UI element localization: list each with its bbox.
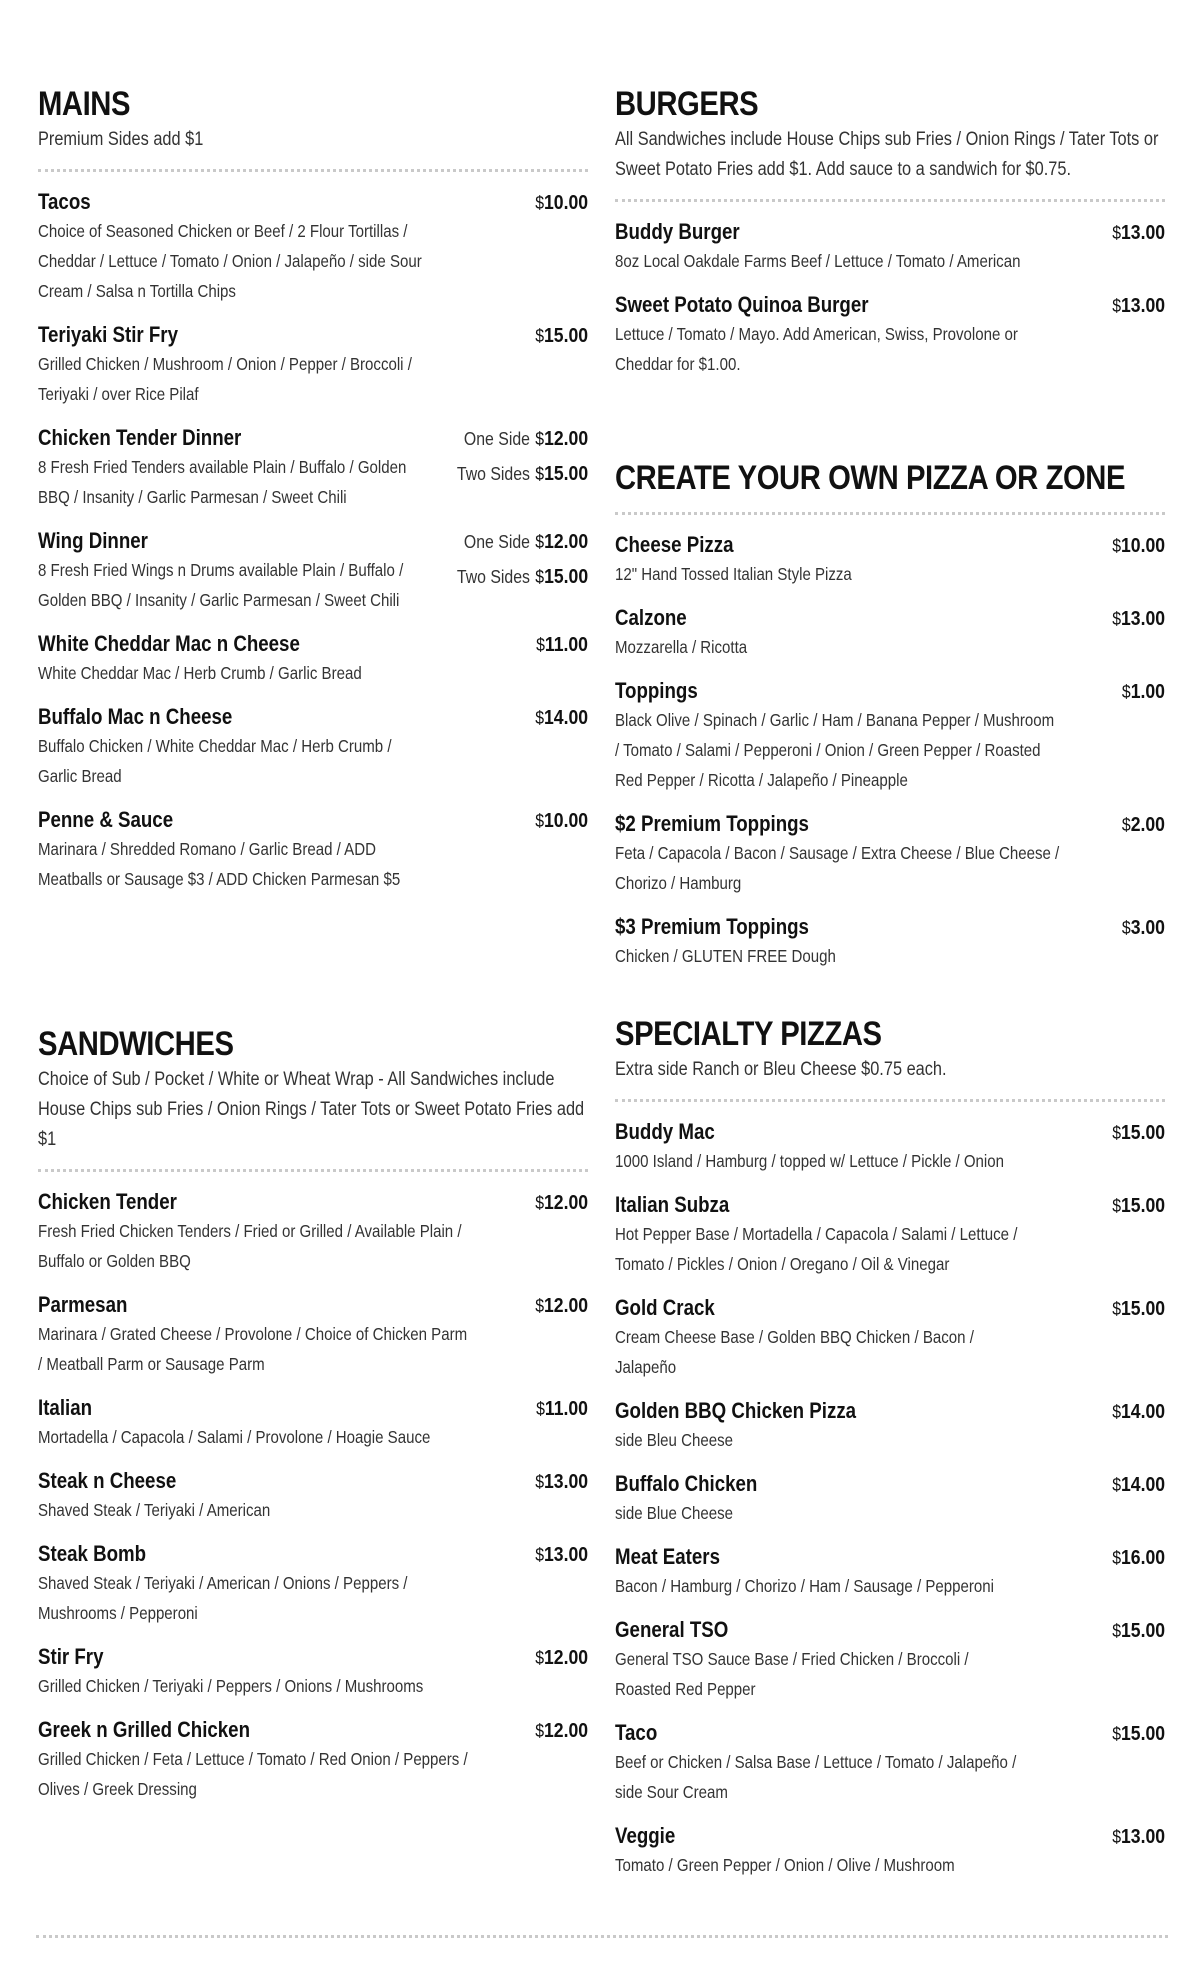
price-line — [1112, 1719, 1165, 1751]
price-line — [457, 527, 588, 559]
menu-item-name: Buddy Burger — [615, 219, 740, 244]
menu-item-prices — [1105, 604, 1165, 636]
menu-item-prices — [1116, 810, 1165, 842]
menu-item-description: 8oz Local Oakdale Farms Beef / Lettuce / Tomato / American — [615, 251, 1021, 271]
menu-item-name: Calzone — [615, 605, 687, 630]
price-value: 16.00 — [1120, 1547, 1165, 1569]
menu-item-header — [38, 1394, 588, 1424]
price-line — [535, 1467, 588, 1499]
price-value: 12.00 — [543, 1192, 588, 1214]
price-value: 12.00 — [543, 428, 588, 450]
menu-item-prices — [1105, 1616, 1165, 1648]
menu-item — [615, 531, 1165, 589]
menu-item-prices — [528, 1716, 588, 1748]
menu-item-name: Chicken Tender Dinner — [38, 425, 242, 450]
currency-symbol: $ — [535, 1472, 544, 1492]
price-line — [1112, 1294, 1165, 1326]
currency-symbol: $ — [1112, 1621, 1121, 1641]
price-value: 12.00 — [543, 1720, 588, 1742]
currency-symbol: $ — [535, 1296, 544, 1316]
price-line — [1112, 291, 1165, 323]
menu-item — [38, 1540, 588, 1628]
section-title: MAINS — [38, 85, 131, 123]
currency-symbol: $ — [535, 1545, 544, 1565]
price-value: 14.00 — [543, 707, 588, 729]
price-line — [457, 559, 588, 597]
price-value: 13.00 — [543, 1544, 588, 1566]
menu-item — [615, 1470, 1165, 1528]
menu-item-name: Buffalo Mac n Cheese — [38, 704, 233, 729]
price-line — [457, 424, 588, 456]
menu-item — [615, 1294, 1165, 1382]
price-tier-label: Two Sides — [456, 464, 530, 484]
menu-item-name: Italian Subza — [615, 1192, 730, 1217]
menu-item-description: 8 Fresh Fried Tenders available Plain / Buffalo / Golden BBQ / Insanity / Garlic Parmesan / Sweet Chili — [38, 457, 407, 507]
dotted-divider — [38, 1169, 588, 1172]
menu-item-header — [615, 218, 1165, 248]
price-tier-label: One Side — [463, 429, 530, 449]
menu-item-header — [615, 913, 1165, 943]
currency-symbol: $ — [535, 1193, 544, 1213]
menu-item-prices — [528, 1540, 588, 1572]
menu-item-name: Greek n Grilled Chicken — [38, 1717, 251, 1742]
menu-item-header — [615, 604, 1165, 634]
price-value: 15.00 — [1120, 1723, 1165, 1745]
currency-symbol: $ — [1112, 1827, 1121, 1847]
section-title: SANDWICHES — [38, 1025, 234, 1063]
menu-item-prices — [1116, 677, 1165, 709]
menu-item-name: Teriyaki Stir Fry — [38, 322, 178, 347]
price-value: 2.00 — [1130, 814, 1165, 836]
menu-item-name: Cheese Pizza — [615, 532, 734, 557]
currency-symbol: $ — [536, 635, 545, 655]
currency-symbol: $ — [1121, 918, 1131, 938]
menu-item-description: Chicken / GLUTEN FREE Dough — [615, 946, 836, 966]
price-line — [1112, 1616, 1165, 1648]
menu-item-header — [615, 1543, 1165, 1573]
price-value: 13.00 — [1120, 1826, 1165, 1848]
menu-item-name: Wing Dinner — [38, 528, 148, 553]
menu-item — [615, 1616, 1165, 1704]
section-burgers — [615, 84, 1165, 394]
price-line — [535, 1643, 588, 1675]
menu-item-name: White Cheddar Mac n Cheese — [38, 631, 300, 656]
menu-item-name: Italian — [38, 1395, 93, 1420]
menu-item — [615, 1397, 1165, 1455]
menu-item-header — [38, 1188, 588, 1218]
menu-item-description: 12" Hand Tossed Italian Style Pizza — [615, 564, 852, 584]
menu-item — [615, 1719, 1165, 1807]
currency-symbol: $ — [1121, 682, 1131, 702]
menu-item-name: Penne & Sauce — [38, 807, 174, 832]
menu-item-name: Stir Fry — [38, 1644, 104, 1669]
menu-item-header — [38, 1467, 588, 1497]
menu-item-description: Mortadella / Capacola / Salami / Provolone / Hoagie Sauce — [38, 1427, 431, 1447]
menu-item — [38, 806, 588, 894]
price-value: 15.00 — [543, 566, 588, 588]
menu-item-header — [615, 1294, 1165, 1324]
price-value: 12.00 — [543, 1295, 588, 1317]
menu-item-description: White Cheddar Mac / Herb Crumb / Garlic Bread — [38, 663, 362, 683]
price-value: 13.00 — [1120, 222, 1165, 244]
menu-item-name: Tacos — [38, 189, 91, 214]
menu-item-header — [38, 1643, 588, 1673]
menu-item-header — [615, 1470, 1165, 1500]
menu-item-name: Golden BBQ Chicken Pizza — [615, 1398, 857, 1423]
menu-items — [38, 1188, 588, 1804]
menu-item-name: $3 Premium Toppings — [615, 914, 809, 939]
menu-item-header — [38, 806, 588, 836]
menu-item-description: Grilled Chicken / Mushroom / Onion / Pepper / Broccoli / Teriyaki / over Rice Pilaf — [38, 354, 412, 404]
menu-item-description: side Bleu Cheese — [615, 1430, 733, 1450]
menu-item-prices — [528, 1467, 588, 1499]
currency-symbol: $ — [535, 1648, 544, 1668]
menu-item-name: Chicken Tender — [38, 1189, 177, 1214]
price-line — [535, 703, 588, 735]
menu-item — [615, 218, 1165, 276]
price-value: 13.00 — [1120, 295, 1165, 317]
menu-item-description: Grilled Chicken / Teriyaki / Peppers / Onions / Mushrooms — [38, 1676, 424, 1696]
price-value: 13.00 — [543, 1471, 588, 1493]
menu-item-prices — [528, 703, 588, 735]
menu-item-header — [38, 188, 588, 218]
menu-item-prices — [528, 188, 588, 220]
menu-item-description: Buffalo Chicken / White Cheddar Mac / Herb Crumb / Garlic Bread — [38, 736, 392, 786]
menu-item-prices — [439, 424, 588, 494]
menu-item-prices — [1105, 531, 1165, 563]
menu-item-name: Steak n Cheese — [38, 1468, 177, 1493]
section-title: CREATE YOUR OWN PIZZA OR ZONE — [615, 459, 1126, 497]
price-line — [535, 1540, 588, 1572]
price-value: 3.00 — [1130, 917, 1165, 939]
menu-item-prices — [529, 630, 588, 662]
currency-symbol: $ — [536, 1399, 545, 1419]
menu-item-description: Grilled Chicken / Feta / Lettuce / Tomato / Red Onion / Peppers / Olives / Greek Dressing — [38, 1749, 468, 1799]
menu-item-description: 8 Fresh Fried Wings n Drums available Plain / Buffalo / Golden BBQ / Insanity / Garlic Parmesan / Sweet Chili — [38, 560, 404, 610]
menu-item — [615, 913, 1165, 971]
menu-item — [38, 1643, 588, 1701]
price-line — [1112, 218, 1165, 250]
price-line — [1112, 1822, 1165, 1854]
menu-item-header — [615, 1397, 1165, 1427]
menu-items — [38, 188, 588, 894]
menu-item-header — [38, 1716, 588, 1746]
section-subtitle: Choice of Sub / Pocket / White or Wheat Wrap - All Sandwiches include House Chips sub Fries / Onion Rings / Tater Tots or Sweet Potato Fries add $1 — [38, 1069, 585, 1150]
menu-item — [615, 1118, 1165, 1176]
menu-item — [615, 810, 1165, 898]
price-line — [535, 1188, 588, 1220]
price-value: 10.00 — [543, 810, 588, 832]
currency-symbol: $ — [535, 567, 544, 587]
price-line — [1112, 1397, 1165, 1429]
price-value: 15.00 — [1120, 1195, 1165, 1217]
menu-item-description: Marinara / Shredded Romano / Garlic Bread / ADD Meatballs or Sausage $3 / ADD Chicken Parmesan $5 — [38, 839, 401, 889]
menu-item-name: Veggie — [615, 1823, 676, 1848]
menu-item-prices — [1105, 218, 1165, 250]
menu-item-prices — [1105, 1543, 1165, 1575]
currency-symbol: $ — [1121, 815, 1131, 835]
menu-item — [38, 1394, 588, 1452]
currency-symbol: $ — [1112, 609, 1121, 629]
menu-item-description: side Blue Cheese — [615, 1503, 733, 1523]
currency-symbol: $ — [1112, 223, 1121, 243]
menu-item-header — [615, 1719, 1165, 1749]
dotted-divider — [615, 512, 1165, 515]
price-value: 13.00 — [1120, 608, 1165, 630]
price-value: 10.00 — [1120, 535, 1165, 557]
menu-item — [38, 1716, 588, 1804]
price-line — [1112, 604, 1165, 636]
menu-item-header — [615, 1191, 1165, 1221]
price-value: 15.00 — [1120, 1298, 1165, 1320]
currency-symbol: $ — [535, 811, 544, 831]
currency-symbol: $ — [1112, 1299, 1121, 1319]
menu-item — [38, 1188, 588, 1276]
section-specialty-pizzas — [615, 1014, 1165, 1895]
price-line — [535, 188, 588, 220]
menu-item — [615, 604, 1165, 662]
menu-item-header — [38, 630, 588, 660]
menu-item — [38, 321, 588, 409]
price-value: 12.00 — [543, 1647, 588, 1669]
section-mains — [38, 84, 588, 909]
menu-item — [38, 188, 588, 306]
menu-item-description: Feta / Capacola / Bacon / Sausage / Extra Cheese / Blue Cheese / Chorizo / Hamburg — [615, 843, 1060, 893]
menu-item — [38, 1467, 588, 1525]
menu-item-header — [38, 1540, 588, 1570]
menu-item-description: Hot Pepper Base / Mortadella / Capacola / Salami / Lettuce / Tomato / Pickles / Onion / Oregano / Oil & Vinegar — [615, 1224, 1018, 1274]
currency-symbol: $ — [535, 1721, 544, 1741]
price-line — [536, 630, 588, 662]
menu-item — [38, 424, 588, 512]
dotted-divider — [615, 1099, 1165, 1102]
price-tier-label: Two Sides — [456, 567, 530, 587]
price-line — [1112, 1191, 1165, 1223]
menu-item-prices — [1105, 1294, 1165, 1326]
dotted-divider — [615, 199, 1165, 202]
currency-symbol: $ — [535, 193, 544, 213]
menu-item-name: Buffalo Chicken — [615, 1471, 758, 1496]
menu-item-name: Buddy Mac — [615, 1119, 715, 1144]
price-value: 15.00 — [543, 463, 588, 485]
menu-item-prices — [528, 1643, 588, 1675]
menu-item-header — [615, 531, 1165, 561]
menu-items — [615, 1118, 1165, 1880]
price-value: 10.00 — [543, 192, 588, 214]
currency-symbol: $ — [1112, 1123, 1121, 1143]
menu-item-name: Parmesan — [38, 1292, 128, 1317]
menu-item-description: General TSO Sauce Base / Fried Chicken / Broccoli / Roasted Red Pepper — [615, 1649, 969, 1699]
menu-item-name: General TSO — [615, 1617, 729, 1642]
price-value: 12.00 — [543, 531, 588, 553]
menu-item-description: Fresh Fried Chicken Tenders / Fried or Grilled / Available Plain / Buffalo or Golden BBQ — [38, 1221, 462, 1271]
price-value: 1.00 — [1130, 681, 1165, 703]
price-line — [1122, 677, 1165, 709]
menu-item-name: Taco — [615, 1720, 658, 1745]
section-sandwiches — [38, 1024, 588, 1819]
currency-symbol: $ — [1112, 1475, 1121, 1495]
menu-item-prices — [1105, 1191, 1165, 1223]
price-line — [535, 1291, 588, 1323]
menu-item-description: Beef or Chicken / Salsa Base / Lettuce / Tomato / Jalapeño / side Sour Cream — [615, 1752, 1017, 1802]
menu-item-name: Toppings — [615, 678, 698, 703]
menu-item — [38, 630, 588, 688]
menu-item-prices — [1116, 913, 1165, 945]
price-value: 15.00 — [1120, 1620, 1165, 1642]
price-line — [457, 456, 588, 494]
section-subtitle: Extra side Ranch or Bleu Cheese $0.75 each. — [615, 1059, 947, 1080]
price-value: 14.00 — [1120, 1401, 1165, 1423]
menu-item — [615, 291, 1165, 379]
section-title: SPECIALTY PIZZAS — [615, 1015, 882, 1053]
price-line — [1122, 810, 1165, 842]
price-value: 15.00 — [1120, 1122, 1165, 1144]
menu-item-prices — [528, 1291, 588, 1323]
menu-items — [615, 531, 1165, 971]
price-line — [1112, 1543, 1165, 1575]
price-line — [535, 321, 588, 353]
menu-item-description: Shaved Steak / Teriyaki / American / Onions / Peppers / Mushrooms / Pepperoni — [38, 1573, 408, 1623]
price-tier-label: One Side — [463, 532, 530, 552]
menu-item-name: $2 Premium Toppings — [615, 811, 809, 836]
currency-symbol: $ — [1112, 1724, 1121, 1744]
menu-items — [615, 218, 1165, 379]
price-line — [1112, 1118, 1165, 1150]
price-line — [1122, 913, 1165, 945]
menu-item — [38, 527, 588, 615]
menu-item-description: Lettuce / Tomato / Mayo. Add American, Swiss, Provolone or Cheddar for $1.00. — [615, 324, 1018, 374]
currency-symbol: $ — [1112, 1196, 1121, 1216]
menu-item-description: Black Olive / Spinach / Garlic / Ham / Banana Pepper / Mushroom / Tomato / Salami / Pepperoni / Onion / Green Pepper / Roasted Red Pepper / Ricotta / Jalapeño / Pineapple — [615, 710, 1055, 790]
menu-item-header — [615, 1118, 1165, 1148]
menu-item-header — [615, 810, 1165, 840]
menu-item — [615, 1543, 1165, 1601]
price-value: 11.00 — [544, 634, 588, 656]
currency-symbol: $ — [535, 429, 544, 449]
menu-item-prices — [1105, 1719, 1165, 1751]
menu-item-prices — [1105, 291, 1165, 323]
menu-item-prices — [528, 321, 588, 353]
section-title: BURGERS — [615, 85, 759, 123]
price-value: 11.00 — [544, 1398, 588, 1420]
section-subtitle: Premium Sides add $1 — [38, 129, 204, 150]
menu-item-description: Choice of Seasoned Chicken or Beef / 2 Flour Tortillas / Cheddar / Lettuce / Tomato / Onion / Jalapeño / side Sour Cream / Salsa n Tortilla Chips — [38, 221, 422, 301]
menu-item-header — [615, 1616, 1165, 1646]
menu-item-prices — [529, 1394, 588, 1426]
price-line — [1112, 1470, 1165, 1502]
menu-item-prices — [1105, 1397, 1165, 1429]
menu-item-header — [615, 677, 1165, 707]
footer-dotted-divider — [36, 1935, 1168, 1938]
menu-item — [615, 677, 1165, 795]
menu-item-prices — [528, 806, 588, 838]
menu-item-description: Shaved Steak / Teriyaki / American — [38, 1500, 271, 1520]
menu-item-description: Cream Cheese Base / Golden BBQ Chicken / Bacon / Jalapeño — [615, 1327, 974, 1377]
currency-symbol: $ — [535, 708, 544, 728]
menu-item-name: Sweet Potato Quinoa Burger — [615, 292, 869, 317]
menu-item — [615, 1822, 1165, 1880]
menu-item-header — [615, 291, 1165, 321]
menu-item-description: Tomato / Green Pepper / Onion / Olive / Mushroom — [615, 1855, 955, 1875]
currency-symbol: $ — [1112, 1548, 1121, 1568]
section-create-pizza — [615, 458, 1165, 986]
price-line — [536, 1394, 588, 1426]
price-value: 15.00 — [543, 325, 588, 347]
section-subtitle: All Sandwiches include House Chips sub Fries / Onion Rings / Tater Tots or Sweet Potato Fries add $1. Add sauce to a sandwich for $0.75. — [615, 129, 1159, 180]
menu-item-description: Bacon / Hamburg / Chorizo / Ham / Sausage / Pepperoni — [615, 1576, 994, 1596]
menu-item-prices — [1105, 1118, 1165, 1150]
menu-item — [38, 703, 588, 791]
menu-item-header — [615, 1822, 1165, 1852]
dotted-divider — [38, 169, 588, 172]
menu-item-header — [38, 1291, 588, 1321]
menu-item-prices — [439, 527, 588, 597]
menu-item-name: Gold Crack — [615, 1295, 715, 1320]
menu-item-prices — [1105, 1822, 1165, 1854]
currency-symbol: $ — [1112, 296, 1121, 316]
currency-symbol: $ — [535, 532, 544, 552]
menu-item — [615, 1191, 1165, 1279]
currency-symbol: $ — [535, 464, 544, 484]
menu-item-header — [38, 321, 588, 351]
menu-item-header — [38, 703, 588, 733]
price-line — [535, 806, 588, 838]
menu-item-description: Mozzarella / Ricotta — [615, 637, 748, 657]
price-value: 14.00 — [1120, 1474, 1165, 1496]
menu-item-name: Meat Eaters — [615, 1544, 720, 1569]
price-line — [535, 1716, 588, 1748]
menu-item — [38, 1291, 588, 1379]
menu-item-name: Steak Bomb — [38, 1541, 147, 1566]
currency-symbol: $ — [1112, 1402, 1121, 1422]
currency-symbol: $ — [535, 326, 544, 346]
price-line — [1112, 531, 1165, 563]
menu-item-description: Marinara / Grated Cheese / Provolone / Choice of Chicken Parm / Meatball Parm or Sausage Parm — [38, 1324, 468, 1374]
menu-item-description: 1000 Island / Hamburg / topped w/ Lettuce / Pickle / Onion — [615, 1151, 1005, 1171]
currency-symbol: $ — [1112, 536, 1121, 556]
menu-item-prices — [528, 1188, 588, 1220]
menu-item-prices — [1105, 1470, 1165, 1502]
